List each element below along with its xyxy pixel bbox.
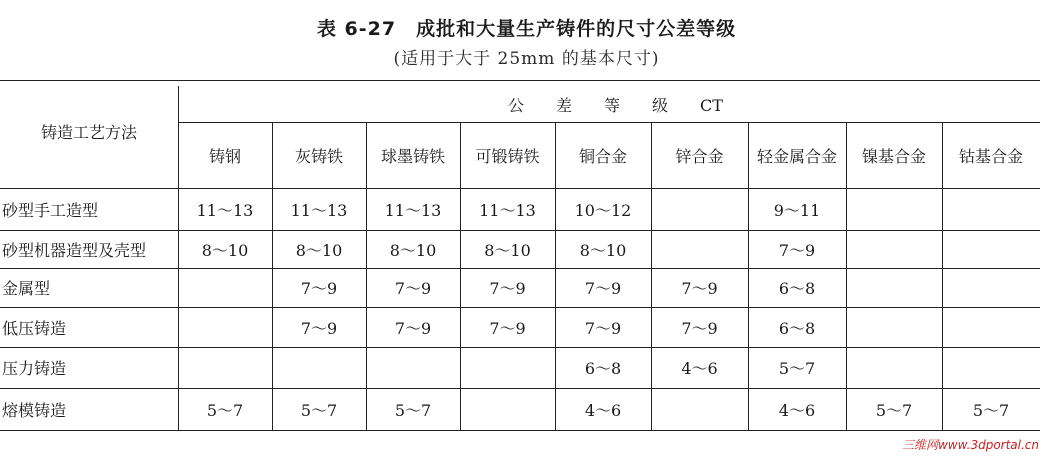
table-cell: [942, 307, 1040, 347]
table-cell: [651, 188, 748, 230]
table-cell: 5～7: [300, 400, 338, 420]
row-label: 压力铸造: [2, 359, 67, 378]
table-cell: 4～6: [778, 400, 816, 420]
table-cell: [178, 268, 272, 307]
table-cell: [846, 347, 942, 388]
table-cell: 7～9: [584, 279, 622, 298]
table-cell: 8～10: [579, 240, 627, 260]
table-cell: 5～7: [394, 400, 432, 420]
table-cell: 6～8: [778, 318, 816, 338]
table-cell: 8～10: [201, 240, 249, 260]
table-cell: [846, 307, 942, 347]
table-cell: 9～11: [773, 200, 821, 220]
table-cell: [942, 268, 1040, 307]
table-cell: 7～9: [489, 318, 526, 338]
table-cell: 4～6: [681, 359, 718, 378]
table-cell: 7～9: [300, 279, 338, 298]
table-cell: 8～10: [484, 240, 531, 260]
table-cell: 6～8: [584, 359, 622, 378]
table-subtitle: (适用于大于 25mm 的基本尺寸): [393, 49, 660, 69]
table-cell: [942, 347, 1040, 388]
table-cell: 7～9: [778, 240, 816, 260]
row-label: 砂型机器造型及壳型: [2, 240, 147, 260]
table-title: 表 6-27 成批和大量生产铸件的尺寸公差等级: [316, 18, 737, 40]
column-header: 可锻铸铁: [475, 146, 540, 166]
table-cell: [846, 188, 942, 230]
table-cell: [460, 347, 555, 388]
column-header: 灰铸铁: [294, 146, 343, 166]
table-cell: [942, 230, 1040, 268]
table-cell: 7～9: [300, 318, 338, 338]
table-cell: 7～9: [489, 279, 526, 298]
table-cell: [846, 268, 942, 307]
table-cell: 7～9: [584, 318, 622, 338]
table-cell: 8～10: [389, 240, 437, 260]
table-cell: 4～6: [584, 400, 622, 420]
table-cell: 10～12: [574, 200, 632, 220]
table-cell: 8～10: [295, 240, 343, 260]
table-cell: 5～7: [875, 400, 913, 420]
table-cell: 5～7: [778, 359, 816, 378]
table-cell: 7～9: [681, 318, 718, 338]
table-cell: 7～9: [394, 318, 432, 338]
table-cell: 6～8: [778, 279, 816, 298]
table-rule-h: [0, 80, 1040, 81]
table-cell: 11～13: [196, 200, 254, 220]
table-cell: [366, 347, 460, 388]
column-header: 铜合金: [578, 146, 627, 166]
table-cell: 5～7: [206, 400, 244, 420]
row-label: 低压铸造: [2, 318, 67, 338]
watermark: 三维网www.3dportal.cn: [901, 438, 1039, 452]
column-header: 铸钢: [208, 146, 241, 166]
table-cell: [651, 230, 748, 268]
table-cell: 11～13: [290, 200, 348, 220]
table-cell: [651, 388, 748, 430]
column-header: 轻金属合金: [756, 146, 837, 166]
table-cell: [178, 347, 272, 388]
table-cell: 5～7: [972, 400, 1010, 420]
row-label: 金属型: [2, 279, 51, 298]
table-rule-h: [0, 430, 1040, 431]
table-cell: 11～13: [479, 200, 536, 220]
row-label: 熔模铸造: [2, 400, 67, 420]
column-header: 钴基合金: [958, 146, 1023, 166]
row-label: 砂型手工造型: [2, 200, 99, 220]
table-cell: 7～9: [681, 279, 718, 298]
table-cell: [272, 347, 366, 388]
table-cell: [846, 230, 942, 268]
table-cell: [460, 388, 555, 430]
table-cell: [942, 188, 1040, 230]
table-cell: 7～9: [394, 279, 432, 298]
table-cell: [178, 307, 272, 347]
column-header: 锌合金: [675, 146, 724, 166]
column-header: 镍基合金: [861, 146, 926, 166]
table-cell: 11～13: [384, 200, 442, 220]
ct-group-header: 公 差 等 级 CT: [508, 95, 723, 115]
column-header: 球墨铸铁: [380, 146, 445, 166]
method-header: 铸造工艺方法: [40, 122, 137, 142]
